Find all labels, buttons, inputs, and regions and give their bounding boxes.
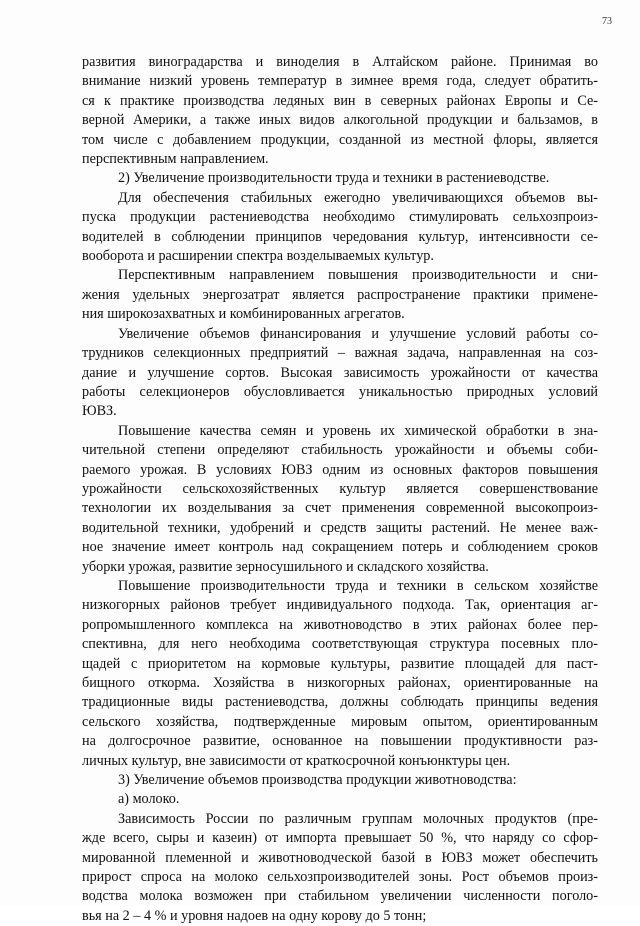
text-line: ния широкозахватных и комбинированных агрегатов. [82,306,405,323]
text-line: жде всего, сыры и казеин) от импорта превышает 50 %, что наряду со сфор- [82,830,598,847]
text-line: Увеличение объемов финансирования и улучшение условий работы со- [118,325,598,342]
text-line: урожайности сельскохозяйственных культур является совершенствование [82,480,598,497]
text-line: Для обеспечения стабильных ежегодно увеличивающихся объемов вы- [118,189,598,206]
text-line: внимание низкий уровень температур в зимнее время года, следует обратить- [82,73,598,90]
text-line: водительной техники, удобрений и средств защиты растений. Не менее важ- [82,519,598,536]
text-line: ЮВЗ. [82,403,117,420]
text-line: вья на 2 – 4 % и уровня надоев на одну корову до 5 тонн; [82,907,427,924]
text-line: ное значение имеет контроль над сокращением потерь и соблюдением сроков [82,539,598,556]
text-line: 2) Увеличение производительности труда и техники в растениеводстве. [118,170,550,187]
text-line: жения удельных энергозатрат является распространение практики примене- [82,286,598,303]
text-line: трудников селекционных предприятий – важная задача, направленная на соз- [82,345,598,362]
text-line: традиционные виды растениеводства, должны соблюдать принципы ведения [82,694,598,711]
text-line: прирост спроса на молоко сельхозпроизводителей зоны. Рост объемов произ- [82,869,598,886]
text-line: Зависимость России по различным группам молочных продуктов (пре- [118,810,598,827]
text-line: развития виноградарства и виноделия в Алтайском районе. Принимая во [82,54,598,70]
text-line: верной Америки, а также иных видов алкогольной продукции и бальзамов, в [82,112,598,129]
text-line: чительной степени определяют стабильность урожайности и объемы соби- [82,442,598,459]
text-line: щадей с приоритетом на кормовые культуры, развитие площадей для паст- [82,655,598,672]
text-line: раемого урожая. В условиях ЮВЗ одним из основных факторов повышения [82,461,598,478]
text-line: Повышение производительности труда и техники в сельском хозяйстве [118,577,598,594]
text-line: личных культур, вне зависимости от краткосрочной конъюнктуры цен. [82,752,511,769]
text-line: на долгосрочное развитие, основанное на повышении продуктивности раз- [82,733,598,750]
body-text [82,53,598,926]
page-number: 73 [602,16,612,27]
text-line: уборки урожая, развитие зерносушильного и складского хозяйства. [82,558,489,575]
text-line: вооборота и расширении спектра возделываемых культур. [82,248,434,265]
text-line: том числе с добавлением продукции, созданной из местной флоры, является [82,131,598,148]
text-line: мированной племенной и животноводческой базой в ЮВЗ может обеспечить [82,849,598,866]
text-line: бищного откорма. Хозяйства в низкогорных районах, ориентированные на [82,675,598,691]
text-line: Повышение качества семян и уровень их химической обработки в зна- [118,422,598,439]
text-line: ся к практике производства ледяных вин в северных районах Европы и Се- [82,92,598,109]
text-line: низкогорных районов требует индивидуального подхода. Так, ориентация аг- [82,597,598,614]
text-line: а) молоко. [118,791,180,808]
text-line: ропромышленного комплекса на животноводство в этих районах более пер- [82,616,598,633]
text-line: дание и улучшение сортов. Высокая зависимость урожайности от качества [82,364,598,381]
text-line: водителей в соблюдении принципов чередования культур, интенсивности се- [82,228,598,245]
text-line: Перспективным направлением повышения производительности и сни- [118,267,598,284]
text-line: работы селекционеров обусловливается уникальностью природных условий [82,383,598,400]
text-line: водства молока возможен при стабильном увеличении численности поголо- [82,888,598,905]
text-line: пуска продукции растениеводства необходимо стимулировать сельхозпроиз- [82,209,598,226]
text-line: перспективным направлением. [82,151,269,168]
text-line: спективна, для него необходима соответствующая структура посевных пло- [82,636,598,653]
text-line: сельского хозяйства, подтвержденные мировым опытом, ориентированным [82,713,598,730]
text-line: технологии их возделывания за счет применения современной высокопроиз- [82,500,598,517]
text-line: 3) Увеличение объемов производства продукции животноводства: [118,772,517,789]
